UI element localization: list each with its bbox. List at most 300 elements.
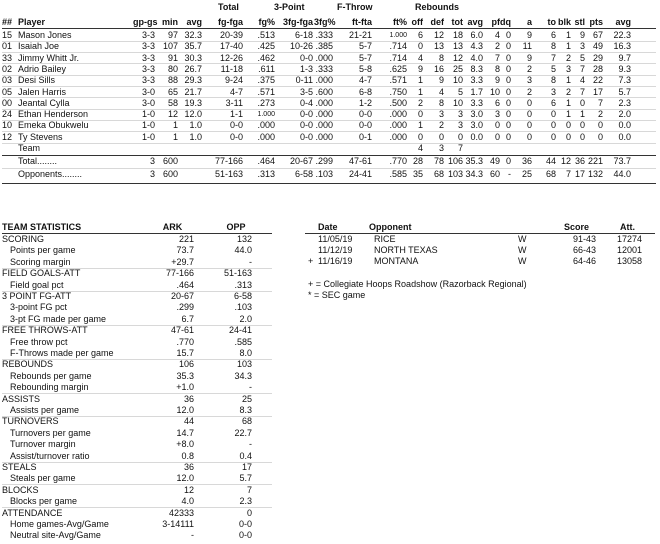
team-def-rebounds: 3 — [438, 143, 444, 153]
player-stat-cell: 1 — [172, 131, 178, 142]
player-stat-cell: .513 — [257, 30, 275, 40]
player-stat-cell: 1 — [565, 75, 571, 86]
player-stat-cell: 0 — [597, 120, 603, 131]
game-marker: + — [308, 255, 314, 266]
player-stat-cell: 3-5 — [299, 86, 313, 97]
player-stat-cell: .000 — [315, 131, 333, 142]
player-stat-cell: 2 — [565, 86, 571, 97]
player-stat-cell: 0-1 — [358, 131, 372, 142]
player-stat-cell: 0-0 — [299, 109, 313, 120]
player-name: Adrio Bailey — [18, 63, 67, 74]
totals-label: Total........ — [18, 156, 58, 166]
team-stat-ark: 20-67 — [170, 291, 194, 301]
totals-ptsavg: 73.7 — [613, 156, 631, 166]
player-stat-cell: 0-0 — [229, 120, 243, 131]
team-stat-ark: .299 — [176, 302, 194, 313]
player-stat-cell: 2.3 — [618, 97, 631, 108]
game-score: 64-46 — [572, 255, 596, 266]
team-stat-opp: 34.3 — [234, 370, 252, 381]
player-stat-cell: 0 — [505, 131, 511, 142]
team-stat-label: Neutral site-Avg/Game — [10, 530, 101, 541]
player-stat-cell: 10-26 — [289, 41, 313, 52]
schedule-note: * = SEC game — [308, 290, 366, 300]
player-stat-cell: 3.3 — [470, 97, 483, 108]
team-stat-ark: 0.8 — [181, 450, 194, 461]
game-date: 11/16/19 — [318, 255, 353, 266]
team-stat-ark: 12.0 — [176, 405, 194, 415]
player-name: Jimmy Whitt Jr. — [18, 52, 79, 63]
team-stat-opp: 24-41 — [228, 325, 252, 336]
opponents-pts: 132 — [587, 169, 603, 179]
player-stat-cell: 0-0 — [299, 120, 313, 131]
player-stat-cell: 12.0 — [184, 109, 202, 120]
team-stat-opp: 103 — [236, 359, 252, 370]
player-stat-cell: 3-11 — [225, 97, 243, 108]
game-score: 91-43 — [572, 234, 596, 244]
group-header-three: 3-Point — [274, 2, 305, 12]
player-stat-cell: 5 — [579, 52, 585, 63]
player-stat-cell: 0 — [526, 120, 532, 131]
player-stat-cell: 8 — [438, 97, 444, 108]
team-stat-ark: 14.7 — [176, 427, 194, 438]
player-stat-cell: 01 — [2, 41, 13, 52]
player-name: Jalen Harris — [18, 86, 67, 97]
team-stat-ark: 12.0 — [176, 473, 194, 484]
player-stat-cell: 12-26 — [219, 52, 243, 63]
player-stat-cell: 67 — [592, 30, 603, 40]
team-stat-opp: 132 — [236, 234, 252, 244]
player-stat-cell: 7.3 — [618, 75, 631, 86]
player-stat-cell: 11 — [522, 41, 532, 52]
column-header: pts — [589, 17, 603, 27]
player-stat-cell: .571 — [257, 86, 275, 97]
player-stat-cell: 0 — [565, 120, 571, 131]
player-stat-cell: 5-7 — [358, 52, 372, 63]
player-stat-cell: 4-7 — [358, 75, 372, 86]
player-stat-cell: 3 — [579, 41, 585, 52]
player-stat-cell: 0 — [438, 131, 444, 142]
team-row-label: Team — [18, 143, 41, 153]
player-stat-cell: 10 — [2, 120, 13, 131]
team-stat-label: Assist/turnover ratio — [10, 450, 90, 461]
team-stat-label: Field goal pct — [10, 279, 64, 290]
column-header: min — [161, 17, 178, 27]
player-name: Ethan Henderson — [18, 109, 89, 120]
team-stat-opp: 25 — [241, 393, 252, 404]
player-stat-cell: 29 — [592, 52, 603, 63]
team-stat-ark: 42333 — [168, 507, 194, 518]
player-stat-cell: 9 — [526, 52, 532, 63]
player-stat-cell: 13 — [433, 41, 444, 52]
player-stat-cell: 9-24 — [224, 75, 243, 86]
player-stat-cell: 1 — [172, 120, 178, 131]
player-stat-cell: 12 — [452, 52, 463, 63]
player-stat-cell: 7 — [597, 97, 603, 108]
team-stat-opp: - — [249, 382, 252, 393]
player-stat-cell: .375 — [257, 75, 275, 86]
totals-blk: 12 — [560, 156, 571, 166]
player-stat-cell: 1 — [417, 75, 423, 86]
team-stat-ark: +1.0 — [176, 382, 194, 393]
player-stat-cell: 0 — [565, 131, 571, 142]
game-opponent: MONTANA — [374, 255, 419, 266]
player-name: Emeka Obukwelu — [18, 120, 89, 131]
totals-dq: 0 — [505, 156, 511, 166]
player-stat-cell: 9.3 — [618, 63, 631, 74]
player-stat-cell: 1 — [579, 109, 585, 120]
player-stat-cell: 0 — [597, 131, 603, 142]
section-divider — [2, 416, 272, 417]
player-stat-cell: 3-3 — [141, 75, 155, 86]
player-stat-cell: .425 — [257, 41, 275, 52]
game-opponent: NORTH TEXAS — [374, 244, 438, 255]
player-stat-cell: 1.7 — [470, 86, 483, 97]
player-stat-cell: .750 — [389, 86, 407, 97]
player-stat-cell: 5.7 — [618, 86, 631, 97]
opponents-pf: 60 — [489, 169, 500, 179]
player-stat-cell: 9 — [526, 30, 532, 40]
player-stat-cell: 2 — [565, 52, 571, 63]
team-stat-label: 3 POINT FG-ATT — [2, 291, 72, 301]
player-stat-cell: 0 — [417, 131, 423, 142]
totals-pts: 221 — [587, 156, 603, 166]
player-stat-cell: 1-0 — [141, 120, 155, 131]
team-stat-label: Scoring margin — [10, 256, 71, 267]
player-stat-cell: 4 — [417, 52, 423, 63]
player-stat-cell: .625 — [389, 63, 407, 74]
player-stat-cell: 0-0 — [358, 109, 372, 120]
player-stat-cell: 9.7 — [618, 52, 631, 63]
player-stat-cell: 05 — [2, 86, 13, 97]
player-stat-cell: 9 — [438, 75, 444, 86]
player-stat-cell: .571 — [389, 75, 407, 86]
schedule-note: + = Collegiate Hoops Roadshow (Razorback Regional) — [308, 279, 527, 289]
team-stat-ark: 36 — [183, 393, 194, 404]
opponents-avg: 34.3 — [465, 169, 483, 179]
team-stat-ark: 44 — [183, 416, 194, 427]
player-stat-cell: .000 — [315, 52, 333, 63]
player-stat-cell: 3 — [438, 109, 444, 120]
totals-tfgp: .299 — [315, 156, 333, 166]
team-stat-ark: 221 — [178, 234, 194, 244]
player-stat-cell: 3-3 — [141, 63, 155, 74]
player-stat-cell: 2 — [526, 86, 532, 97]
team-stat-opp: - — [249, 256, 252, 267]
totals-a: 36 — [521, 156, 532, 166]
column-header: blk — [557, 17, 571, 27]
player-stat-cell: 1.000 — [257, 111, 275, 119]
player-stat-cell: 0 — [526, 131, 532, 142]
player-stat-cell: 12 — [433, 30, 444, 40]
player-stat-cell: 1-3 — [299, 63, 313, 74]
player-stat-cell: 0 — [505, 52, 511, 63]
player-stat-cell: 1-0 — [141, 131, 155, 142]
team-stat-opp: 22.7 — [234, 427, 252, 438]
player-stat-cell: 22.3 — [613, 30, 631, 40]
player-name: Mason Jones — [18, 30, 72, 40]
player-stat-cell: .000 — [389, 131, 407, 142]
player-stat-cell: 0 — [505, 30, 511, 40]
section-divider — [2, 325, 272, 326]
column-header: tot — [451, 17, 463, 27]
player-stat-cell: 2 — [597, 109, 603, 120]
player-stat-cell: 4 — [579, 75, 585, 86]
team-stat-label: Rebounds per game — [10, 370, 92, 381]
player-stat-cell: 4.3 — [470, 41, 483, 52]
player-stat-cell: 0 — [417, 41, 423, 52]
opponents-tfgp: .103 — [315, 169, 333, 179]
player-stat-cell: 3 — [494, 109, 500, 120]
player-stat-cell: 88 — [167, 75, 178, 86]
player-stat-cell: 13 — [452, 41, 463, 52]
team-stat-label: F-Throws made per game — [10, 348, 114, 358]
player-stat-cell: 7 — [550, 52, 556, 63]
player-stat-cell: 22 — [592, 75, 603, 86]
player-stat-cell: .000 — [315, 75, 333, 86]
team-stat-opp: 2.3 — [239, 496, 252, 507]
totals-gp: 3 — [149, 156, 155, 166]
player-stat-cell: 0 — [550, 109, 556, 120]
team-stat-opp: 0-0 — [238, 530, 252, 541]
schedule-rule — [305, 233, 655, 234]
team-stat-ark: .770 — [176, 336, 194, 347]
player-name: Isaiah Joe — [18, 41, 60, 52]
player-stat-cell: 02 — [2, 63, 13, 74]
totals-ft: 47-61 — [348, 156, 372, 166]
team-stat-opp: 51-163 — [223, 268, 252, 279]
player-stat-cell: 00 — [2, 97, 13, 108]
header-rule — [2, 28, 656, 29]
player-stat-cell: 2 — [417, 97, 423, 108]
player-stat-cell: 0-4 — [299, 97, 313, 108]
player-stat-cell: 21-21 — [348, 30, 372, 40]
column-header: dq — [500, 17, 511, 27]
game-attendance: 13058 — [616, 255, 642, 266]
player-stat-cell: 0 — [505, 86, 511, 97]
player-stat-cell: 4 — [494, 30, 500, 40]
team-stat-ark: .464 — [176, 279, 194, 290]
player-stat-cell: 16 — [433, 63, 444, 74]
player-stat-cell: .333 — [315, 30, 333, 40]
bottom-rule — [2, 183, 656, 184]
team-stat-ark: 6.7 — [181, 313, 194, 324]
game-result: W — [518, 244, 527, 255]
section-divider — [2, 359, 272, 360]
player-stat-cell: 1.0 — [189, 120, 202, 131]
team-stat-ark: - — [191, 530, 194, 541]
team-stat-ark: 4.0 — [181, 496, 194, 507]
team-stat-ark: 12 — [183, 484, 194, 495]
player-stat-cell: 6.0 — [470, 30, 483, 40]
player-stat-cell: .000 — [315, 109, 333, 120]
player-stat-cell: 0.0 — [618, 131, 631, 142]
player-stat-cell: 8 — [494, 63, 500, 74]
player-stat-cell: .000 — [315, 120, 333, 131]
player-stat-cell: 1 — [565, 109, 571, 120]
section-divider — [2, 507, 272, 508]
player-stat-cell: 2 — [438, 120, 444, 131]
team-stat-opp: 0-0 — [238, 519, 252, 529]
game-opponent: RICE — [374, 234, 396, 244]
team-stat-label: BLOCKS — [2, 484, 39, 495]
team-stat-label: FREE THROWS-ATT — [2, 325, 88, 336]
column-header: ## — [2, 17, 13, 27]
player-stat-cell: 5-7 — [358, 41, 372, 52]
player-stat-cell: 16.3 — [613, 41, 631, 52]
player-name: Desi Sills — [18, 75, 56, 86]
player-stat-cell: 3-3 — [141, 30, 155, 40]
row-divider — [2, 143, 656, 144]
team-stat-opp: 5.7 — [239, 473, 252, 484]
team-stat-label: 3-pt FG made per game — [10, 313, 107, 324]
player-stat-cell: 1 — [565, 41, 571, 52]
player-stat-cell: 3 — [526, 75, 532, 86]
player-stat-cell: 0 — [505, 41, 511, 52]
opponents-ft: 24-41 — [348, 169, 372, 179]
team-stat-ark: 106 — [178, 359, 194, 370]
team-stat-ark: 15.7 — [176, 348, 194, 358]
team-stat-label: Free throw pct — [10, 336, 68, 347]
column-header: def — [430, 17, 444, 27]
player-stat-cell: .600 — [315, 86, 333, 97]
totals-def: 78 — [433, 156, 444, 166]
player-stat-cell: 03 — [2, 75, 13, 86]
player-stat-cell: .500 — [389, 97, 407, 108]
player-stat-cell: 18 — [452, 30, 463, 40]
player-stat-cell: 8 — [550, 41, 556, 52]
player-stat-cell: 0-0 — [229, 131, 243, 142]
totals-pf: 49 — [489, 156, 500, 166]
player-stat-cell: 21.7 — [184, 86, 202, 97]
opponents-fg: 51-163 — [214, 169, 243, 179]
player-stat-cell: 0-11 — [295, 75, 313, 86]
player-stat-cell: 3 — [457, 109, 463, 120]
player-stat-cell: 0 — [505, 63, 511, 74]
team-stat-opp: 0.4 — [239, 450, 252, 461]
player-stat-cell: 1 — [417, 86, 423, 97]
column-header: avg — [186, 17, 202, 27]
player-stat-cell: .000 — [389, 120, 407, 131]
team-stat-ark: 36 — [183, 462, 194, 472]
totals-off: 28 — [412, 156, 423, 166]
team-stat-opp: .313 — [234, 279, 252, 290]
opponents-tot: 103 — [447, 169, 463, 179]
totals-fgp: .464 — [257, 156, 275, 166]
opp-column-header: OPP — [226, 222, 246, 232]
totals-ftp: .770 — [389, 156, 407, 166]
opponents-to: 68 — [545, 169, 556, 179]
player-stat-cell: 1-2 — [358, 97, 372, 108]
player-stat-cell: 1.000 — [389, 32, 407, 39]
team-stat-ark: 77-166 — [165, 268, 194, 279]
opponents-stl: 17 — [574, 169, 585, 179]
game-attendance: 12001 — [616, 244, 642, 255]
player-stat-cell: 10 — [452, 97, 463, 108]
player-stat-cell: 6 — [550, 97, 556, 108]
player-stat-cell: 9 — [494, 75, 500, 86]
group-header-ft: F-Throw — [337, 2, 373, 12]
team-stat-label: Steals per game — [10, 473, 76, 484]
team-stat-label: Blocks per game — [10, 496, 78, 507]
player-name: Jeantal Cylla — [18, 97, 70, 108]
player-stat-cell: 1-0 — [141, 109, 155, 120]
player-stat-cell: 6-8 — [358, 86, 372, 97]
player-stat-cell: 20-39 — [219, 30, 243, 40]
game-result: W — [518, 234, 527, 244]
totals-tfg: 20-67 — [289, 156, 313, 166]
player-stat-cell: .333 — [315, 63, 333, 74]
player-stat-cell: 0-0 — [299, 131, 313, 142]
player-stat-cell: 3.0 — [470, 120, 483, 131]
player-stat-cell: 17-40 — [219, 41, 243, 52]
column-header: off — [411, 17, 423, 27]
section-divider — [2, 268, 272, 269]
game-result: W — [518, 255, 527, 266]
player-stat-cell: .000 — [257, 120, 275, 131]
player-stat-cell: 0 — [457, 131, 463, 142]
column-header: gp-gs — [133, 17, 158, 27]
player-stat-cell: .714 — [389, 52, 407, 63]
player-stat-cell: 12 — [2, 131, 13, 142]
player-stat-cell: 3.0 — [470, 109, 483, 120]
team-stat-opp: 2.0 — [239, 313, 252, 324]
game-score: 66-43 — [572, 244, 596, 255]
team-stat-opp: 0 — [246, 507, 252, 518]
opponents-ftp: .585 — [389, 169, 407, 179]
team-stat-opp: 68 — [241, 416, 252, 427]
player-stat-cell: 24 — [2, 109, 13, 120]
team-stat-opp: 8.0 — [239, 348, 252, 358]
player-stat-cell: 19.3 — [184, 97, 202, 108]
player-stat-cell: 0 — [494, 131, 500, 142]
totals-to: 44 — [545, 156, 556, 166]
team-off-rebounds: 4 — [417, 143, 423, 153]
player-stat-cell: 29.3 — [184, 75, 202, 86]
player-stat-cell: 3-3 — [141, 41, 155, 52]
player-stat-cell: 12 — [167, 109, 178, 120]
player-stat-cell: .714 — [389, 41, 407, 52]
column-header: a — [526, 17, 532, 27]
player-stat-cell: 2 — [494, 41, 500, 52]
player-stat-cell: 25 — [452, 63, 463, 74]
team-stat-label: STEALS — [2, 462, 37, 472]
player-stat-cell: .000 — [389, 109, 407, 120]
team-stat-label: ATTENDANCE — [2, 507, 63, 518]
team-stat-ark: +29.7 — [171, 256, 194, 267]
player-stat-cell: 0 — [579, 120, 585, 131]
team-stat-label: TURNOVERS — [2, 416, 59, 427]
player-stat-cell: 3 — [565, 63, 571, 74]
player-stat-cell: 6 — [550, 30, 556, 40]
opponents-blk: 7 — [565, 169, 571, 179]
player-stat-cell: 6-18 — [294, 30, 313, 40]
game-date: 11/12/19 — [318, 244, 353, 255]
opponents-min: 600 — [162, 169, 178, 179]
player-stat-cell: 1 — [565, 97, 571, 108]
player-stat-cell: 32.3 — [184, 30, 202, 40]
player-stat-cell: 10 — [489, 86, 500, 97]
player-stat-cell: 10 — [452, 75, 463, 86]
team-stat-label: Turnovers per game — [10, 427, 91, 438]
player-stat-cell: .462 — [257, 52, 275, 63]
column-header: ft-fta — [352, 17, 372, 27]
player-stat-cell: .273 — [257, 97, 275, 108]
player-stat-cell: 0.0 — [618, 120, 631, 131]
player-stat-cell: 7 — [579, 63, 585, 74]
column-header: fg-fga — [218, 17, 243, 27]
player-stat-cell: 3-0 — [141, 97, 155, 108]
team-stat-opp: 44.0 — [234, 245, 252, 256]
